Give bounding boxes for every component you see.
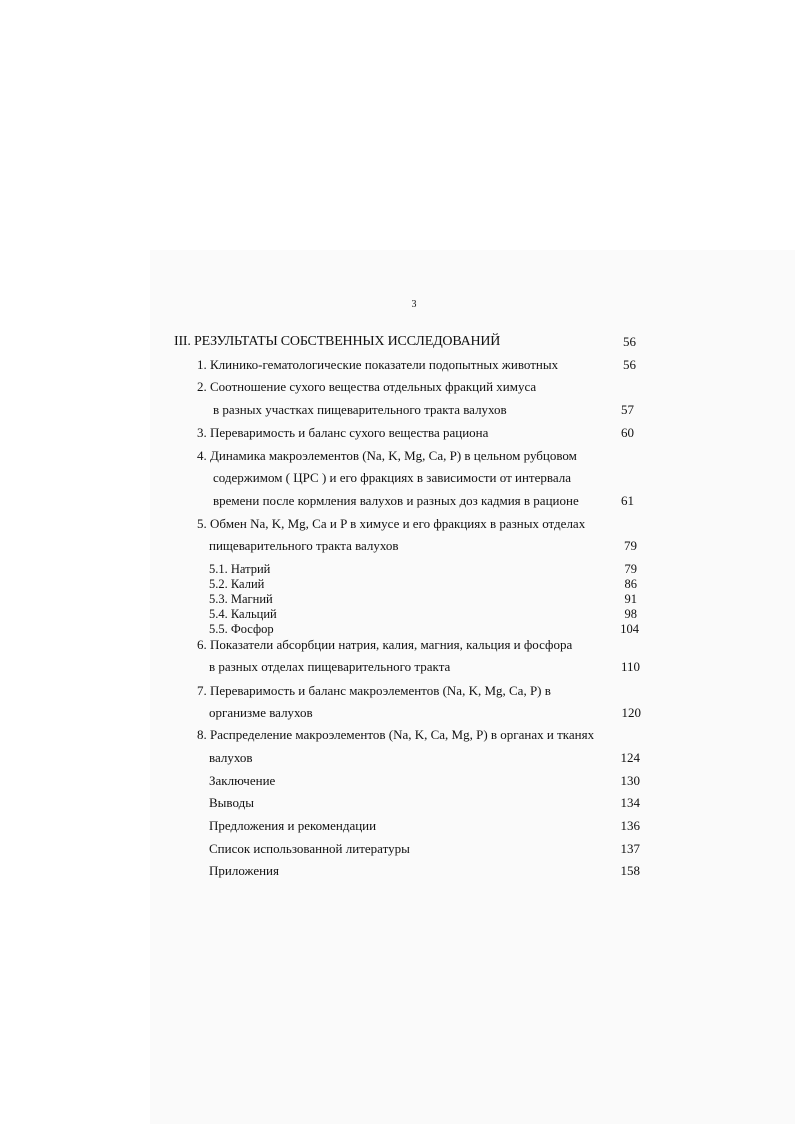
toc-section-8-page: 124: [620, 750, 640, 765]
toc-section-4-line3: времени после кормления валухов и разных доз кадмия в рационе: [213, 493, 579, 508]
toc-chapter-page: 56: [623, 334, 636, 349]
page-number: 3: [411, 299, 417, 310]
toc-end-page: 134: [620, 795, 640, 810]
toc-end-page: 137: [620, 841, 640, 856]
toc-section-5-line1: 5. Обмен Na, K, Mg, Ca и P в химусе и его фракциях в разных отделах: [197, 516, 586, 531]
toc-end-page: 136: [620, 818, 640, 833]
toc-subsection-title: 5.4. Кальций: [209, 607, 277, 621]
toc-chapter-title: III. РЕЗУЛЬТАТЫ СОБСТВЕННЫХ ИССЛЕДОВАНИЙ: [174, 334, 501, 349]
toc-end-title: Предложения и рекомендации: [209, 818, 377, 833]
toc-section-4-line2: содержимом ( ЦРС ) и его фракциях в зависимости от интервала: [213, 470, 571, 485]
toc-section-5-line2: пищеварительного тракта валухов: [209, 538, 399, 553]
toc-end-title: Выводы: [209, 795, 254, 810]
toc-section-8-line2: валухов: [209, 750, 253, 765]
toc-subsection-title: 5.5. Фосфор: [209, 622, 274, 636]
toc-subsection-page: 91: [624, 592, 637, 606]
toc-section-3-title: 3. Переваримость и баланс сухого вещества рациона: [197, 425, 489, 440]
toc-section-1-page: 56: [623, 357, 636, 372]
toc-subsection-title: 5.3. Магний: [209, 592, 273, 606]
toc-end-title: Список использованной литературы: [209, 841, 410, 856]
toc-section-2-line2: в разных участках пищеварительного тракта валухов: [213, 402, 507, 417]
toc-subsection-title: 5.1. Натрий: [209, 562, 271, 576]
toc-section-1-title: 1. Клинико-гематологические показатели подопытных животных: [197, 357, 559, 372]
toc-subsection-page: 104: [620, 622, 639, 636]
toc-section-7-line2: организме валухов: [209, 705, 313, 720]
toc-subsection-page: 79: [624, 562, 637, 576]
toc-end-title: Приложения: [209, 863, 279, 878]
toc-section-2-line1: 2. Соотношение сухого вещества отдельных фракций химуса: [197, 379, 537, 394]
toc-subsection-page: 86: [624, 577, 637, 591]
toc-section-5-page: 79: [624, 538, 637, 553]
toc-section-4-page: 61: [621, 493, 634, 508]
toc-end-page: 130: [620, 773, 640, 788]
toc-section-8-line1: 8. Распределение макроэлементов (Na, K, Ca, Mg, P) в органах и тканях: [197, 727, 595, 742]
toc-end-page: 158: [620, 863, 640, 878]
toc-section-3-page: 60: [621, 425, 634, 440]
toc-subsection-page: 98: [624, 607, 637, 621]
toc-end-title: Заключение: [209, 773, 276, 788]
toc-section-6-line2: в разных отделах пищеварительного тракта: [209, 659, 451, 674]
toc-section-6-page: 110: [620, 659, 640, 674]
toc-section-7-line1: 7. Переваримость и баланс макроэлементов (Na, K, Mg, Ca, P) в: [197, 683, 551, 698]
toc-section-4-line1: 4. Динамика макроэлементов (Na, K, Mg, Ca, P) в цельном рубцовом: [197, 448, 577, 463]
toc-section-7-page: 120: [621, 705, 641, 720]
toc-subsection-title: 5.2. Калий: [209, 577, 265, 591]
toc-section-2-page: 57: [621, 402, 634, 417]
toc-section-6-line1: 6. Показатели абсорбции натрия, калия, магния, кальция и фосфора: [197, 637, 573, 652]
